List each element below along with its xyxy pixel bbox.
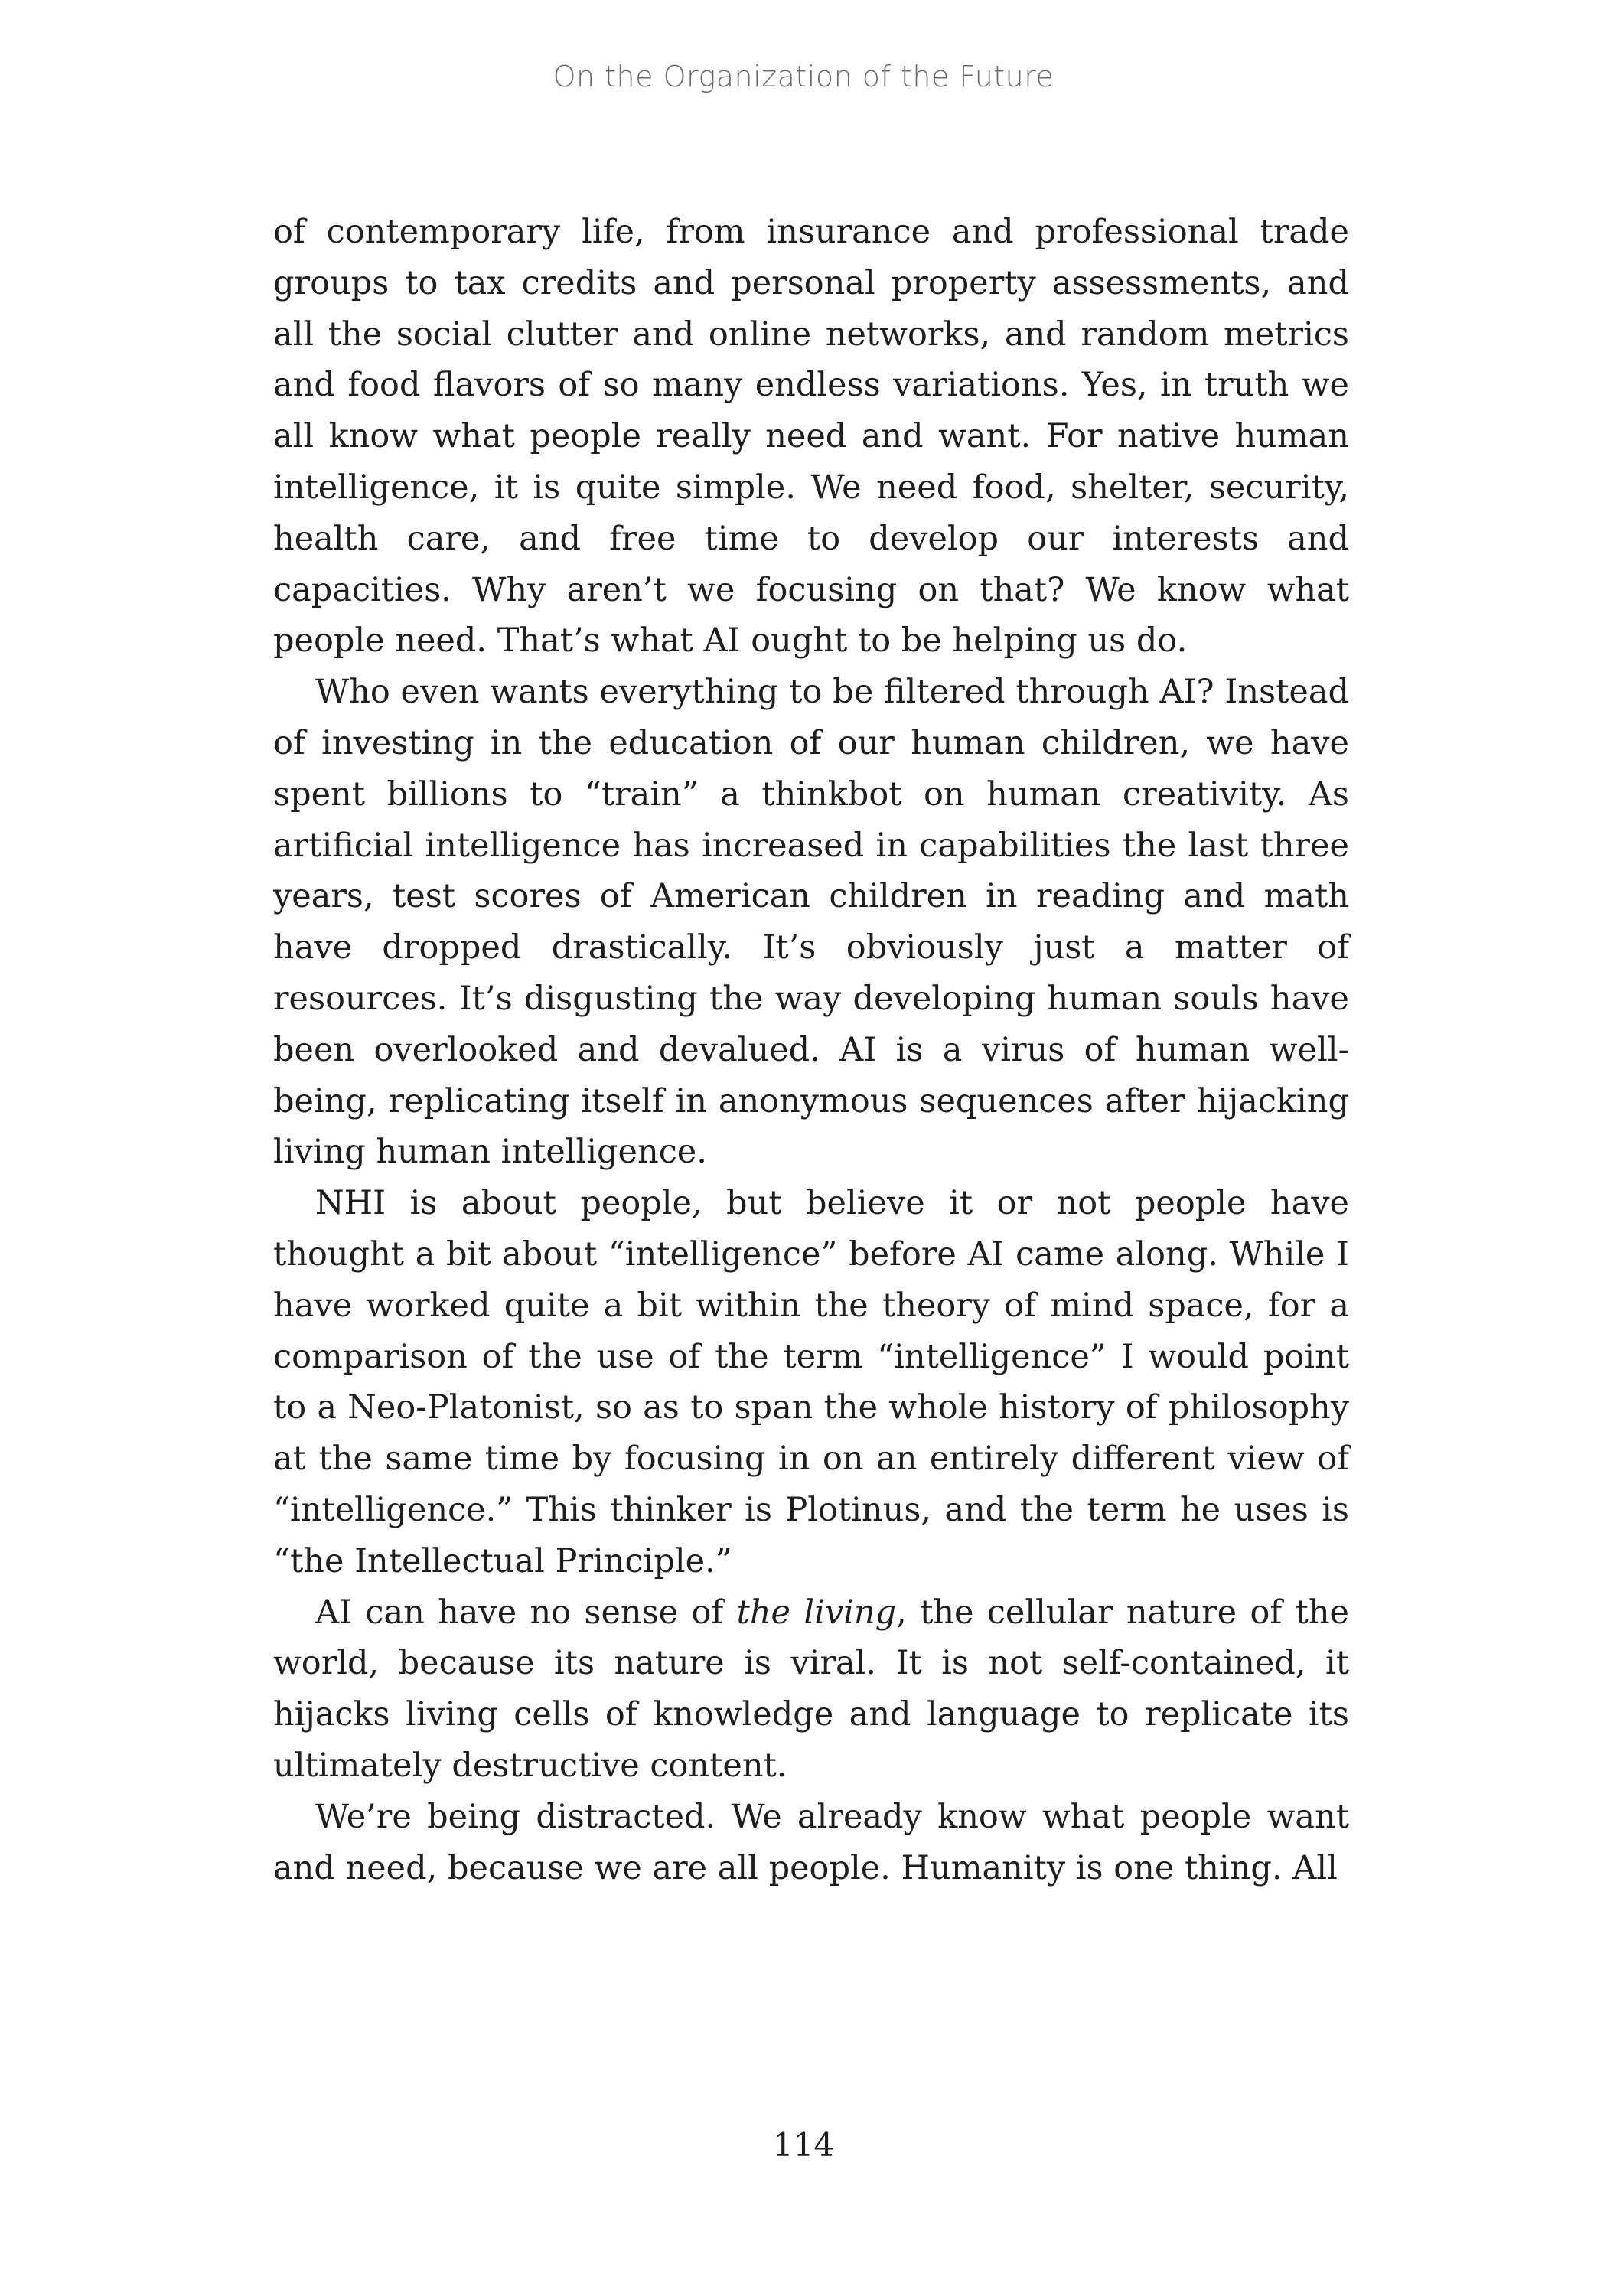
paragraph-the-living-lead: AI can have no sense of (315, 1593, 737, 1632)
paragraph-the-living (273, 1587, 1349, 1792)
page-number: 114 (772, 2126, 835, 2164)
running-header: On the Organization of the Future (553, 60, 1054, 93)
paragraph-nhi-intelligence: NHI is about people, but believe it or not people have thought a bit about “intelligence” before AI came along. While I have worked quite a bit within the theory of mind space, for a comparison of the use of the term “intelligence” I would point to a Neo-Platonist, so as to span the whole history of philosophy at the same time by focusing in on an entirely different view of “intelligence.” This thinker is Plotinus, and the term he uses is “the Intellectual Principle.” (273, 1184, 1349, 1580)
paragraph-continuation: of contemporary life, from insurance and professional trade groups to tax credits and personal property assessments, and all the social clutter and online networks, and random metrics and food flavors of so many endless variations. Yes, in truth we all know what people really need and want. For native human intelligence, it is quite simple. We need food, shelter, security, health care, and free time to develop our interests and capacities. Why aren’t we focusing on that? We know what people need. That’s what AI ought to be helping us do. (273, 213, 1349, 660)
body-text (273, 207, 1349, 1893)
paragraph-the-living-rest: , the cellular nature of the world, because its nature is viral. It is not self-contained, it hijacks living cells of knowledge and language to replicate its ultimately destructive content. (273, 1593, 1350, 1785)
italic-the-living: the living (736, 1593, 897, 1632)
paragraph-filtered-through-ai: Who even wants everything to be filtered through AI? Instead of investing in the education of our human children, we have spent billions to “train” a thinkbot on human creativity. As artificial intelligence has increased in capabilities the last three years, test scores of American children in reading and math have dropped drastically. It’s obviously just a matter of resources. It’s disgusting the way developing human souls have been overlooked and devalued. AI is a virus of human well-being, replicating itself in anonymous sequences after hijacking living human intelligence. (273, 673, 1349, 1172)
paragraph-being-distracted: We’re being distracted. We already know what people want and need, because we are all people. Humanity is one thing. All (273, 1797, 1349, 1887)
